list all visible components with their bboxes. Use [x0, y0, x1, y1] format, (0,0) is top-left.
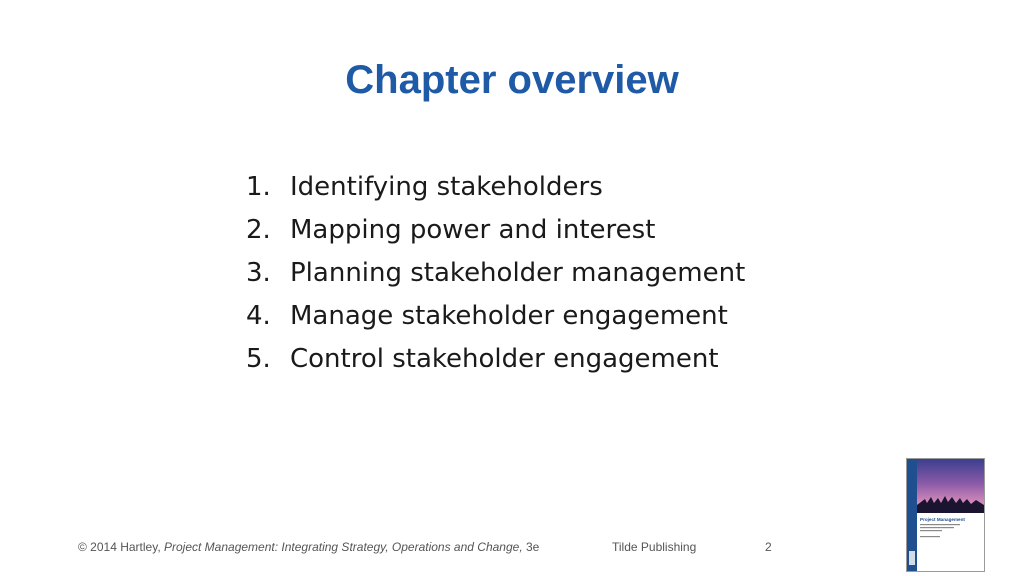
list-item-number: 1. — [246, 172, 271, 202]
list-item — [246, 252, 745, 295]
page-number: 2 — [765, 540, 772, 554]
list-item-text: Identifying stakeholders — [290, 172, 603, 202]
book-cover-title: Project Management — [920, 517, 965, 522]
list-item — [246, 209, 745, 252]
footer-copyright: © 2014 Hartley, — [78, 540, 164, 554]
footer-citation — [78, 540, 539, 554]
book-cover-image — [906, 458, 985, 572]
list-item-number: 3. — [246, 258, 271, 288]
list-item-number: 2. — [246, 215, 271, 245]
list-item — [246, 166, 745, 209]
list-item-text: Control stakeholder engagement — [290, 344, 719, 374]
chapter-topics-list — [246, 166, 745, 381]
list-item-text: Mapping power and interest — [290, 215, 656, 245]
slide-title: Chapter overview — [345, 58, 679, 102]
footer-book-title: Project Management: Integrating Strategy, Operations and Change, — [164, 540, 523, 554]
footer-publisher: Tilde Publishing — [612, 540, 697, 554]
list-item — [246, 338, 745, 381]
list-item-text: Manage stakeholder engagement — [290, 301, 728, 331]
list-item-text: Planning stakeholder management — [290, 258, 746, 288]
book-cover-art — [907, 459, 984, 571]
footer-edition: 3e — [522, 540, 540, 554]
list-item-number: 4. — [246, 301, 271, 331]
list-item — [246, 295, 745, 338]
list-item-number: 5. — [246, 344, 271, 374]
